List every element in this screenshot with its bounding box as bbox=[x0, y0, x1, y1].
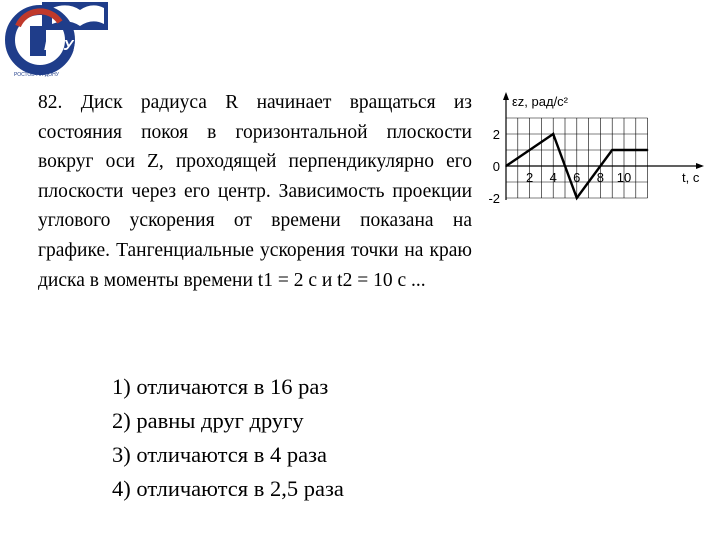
y-tick-label: 2 bbox=[492, 127, 500, 142]
data-point bbox=[647, 149, 649, 151]
answer-option-1[interactable]: 1) отличаются в 16 раз bbox=[112, 374, 329, 399]
x-tick-label: 4 bbox=[549, 170, 557, 185]
y-tick-label: -2 bbox=[488, 191, 500, 206]
logo-ring-text: РОСТОВ-НА-ДОНУ bbox=[14, 72, 59, 78]
x-tick-label: 6 bbox=[573, 170, 581, 185]
y-tick-label: 0 bbox=[492, 159, 500, 174]
y-axis-label: εz, рад/с² bbox=[512, 94, 569, 109]
answer-option-2[interactable]: 2) равны друг другу bbox=[112, 408, 304, 433]
logo-text: РГУПС bbox=[44, 37, 95, 54]
x-axis-label: t, с bbox=[682, 170, 700, 185]
x-axis-arrow-icon bbox=[696, 163, 704, 169]
x-tick-label: 8 bbox=[596, 170, 605, 185]
y-axis-arrow-icon bbox=[503, 92, 509, 100]
data-point bbox=[611, 149, 613, 151]
x-tick-label: 10 bbox=[616, 170, 632, 185]
x-tick-label: 2 bbox=[525, 170, 534, 185]
angular-acceleration-graph bbox=[478, 86, 710, 222]
data-point bbox=[505, 165, 507, 167]
data-point bbox=[552, 133, 554, 135]
answer-option-4[interactable]: 4) отличаются в 2,5 раза bbox=[112, 476, 344, 501]
problem-text: 82. Диск радиуса R начинает вращаться из состояния покоя в горизонтальной плоскости вокруг оси Z, проходящей перпендикулярно его плоскости через его центр. Зависимость проекции углового ускорения от времени показана на графике. Тангенциальные ускорения точки на краю диска в моменты времени t1 = 2 с и t2 = 10 с ... bbox=[38, 92, 472, 291]
answer-options bbox=[112, 370, 344, 506]
data-point bbox=[576, 197, 578, 199]
data-point bbox=[623, 149, 625, 151]
answer-option-3[interactable]: 3) отличаются в 4 раза bbox=[112, 442, 327, 467]
rgups-logo bbox=[0, 0, 112, 82]
